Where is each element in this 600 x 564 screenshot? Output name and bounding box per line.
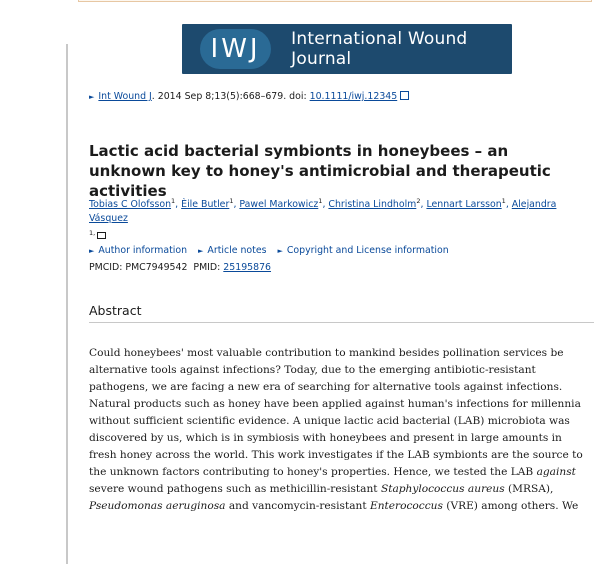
abstract-line: fresh honey across the world. This work investigates if the LAB symbionts are the source to bbox=[89, 449, 583, 461]
doi-link[interactable]: 10.1111/iwj.12345 bbox=[309, 91, 398, 102]
journal-banner[interactable] bbox=[182, 24, 512, 74]
notice-banner-edge bbox=[78, 0, 592, 2]
author-affiliation: 1 bbox=[501, 197, 506, 205]
article-identifiers bbox=[89, 262, 271, 273]
journal-logo-name: International Wound Journal bbox=[291, 29, 468, 69]
triangle-icon: ► bbox=[198, 247, 204, 255]
abstract-line: without sufficient scientific evidence. A unique lactic acid bacterial (LAB) microbiota was bbox=[89, 415, 570, 427]
mail-icon[interactable] bbox=[97, 232, 106, 239]
pmid-label: PMID: bbox=[193, 262, 224, 273]
copyright-toggle[interactable]: ► Copyright and License information bbox=[277, 245, 449, 256]
journal-link[interactable]: Int Wound J bbox=[98, 91, 152, 102]
abstract-heading: Abstract bbox=[89, 303, 594, 323]
triangle-icon: ► bbox=[277, 247, 283, 255]
article-notes-toggle[interactable]: ► Article notes bbox=[198, 245, 267, 256]
citation-date-pages: . 2014 Sep 8;13(5):668–679. doi: bbox=[151, 91, 310, 102]
abstract-line: Could honeybees' most valuable contribution to mankind besides pollination services be bbox=[89, 347, 564, 359]
author-information-toggle[interactable]: ► Author information bbox=[89, 245, 188, 256]
abstract-line: pathogens, we are facing a new era of searching for alternative tools against infections. bbox=[89, 381, 563, 393]
author-link[interactable]: Lennart Larsson bbox=[426, 199, 502, 211]
author-link[interactable]: Christina Lindholm bbox=[328, 199, 417, 211]
author-affiliation: 1 bbox=[171, 197, 176, 205]
abstract-body bbox=[89, 345, 594, 515]
citation-line bbox=[89, 90, 594, 104]
triangle-icon: ► bbox=[89, 247, 95, 255]
author-list: Tobias C Olofsson$^1$, Èile Butler$^1$, Pawel Markowicz$^1$, Christina Lindholm$^2$, Lennart Larsson$^1$, Alejandra Vásquez $^{1,}$ bbox=[89, 194, 594, 244]
article-content bbox=[89, 90, 594, 512]
abstract-line: the unknown factors contributing to honey's properties. Hence, we tested the LAB against bbox=[89, 466, 576, 478]
author-affiliation: 1, bbox=[89, 229, 96, 238]
author-link[interactable]: Èile Butler bbox=[181, 199, 230, 211]
article-title: Lactic acid bacterial symbionts in honeybees – an unknown key to honey's antimicrobial and therapeutic activities bbox=[89, 142, 551, 200]
author-link[interactable]: Tobias C Olofsson bbox=[89, 199, 172, 211]
pmid-link[interactable]: 25195876 bbox=[223, 262, 272, 273]
author-link[interactable]: Pawel Markowicz bbox=[239, 199, 319, 211]
author-affiliation: 1 bbox=[229, 197, 234, 205]
author-link[interactable]: Alejandra Vásquez bbox=[89, 199, 557, 225]
journal-logo[interactable] bbox=[182, 24, 512, 74]
journal-logo-badge: IWJ bbox=[200, 29, 271, 69]
article-left-rule bbox=[66, 44, 68, 564]
author-affiliation: 2 bbox=[416, 197, 421, 205]
abstract-line: Pseudomonas aeruginosa and vancomycin-resistant Enterococcus (VRE) among others. We bbox=[89, 500, 579, 512]
abstract-line: severe wound pathogens such as methicillin-resistant Staphylococcus aureus (MRSA), bbox=[89, 483, 554, 495]
external-link-icon[interactable] bbox=[400, 91, 409, 100]
pmcid-label: PMCID: PMC7949542 bbox=[89, 262, 188, 273]
article-info-links bbox=[89, 245, 457, 256]
author-affiliation: 1 bbox=[318, 197, 323, 205]
abstract-line: discovered by us, which is in symbiosis with honeybees and present in large amounts in bbox=[89, 432, 562, 444]
abstract-line: alternative tools against infections? Today, due to the emerging antibiotic-resistant bbox=[89, 364, 536, 376]
abstract-line: Natural products such as honey have been applied against human's infections for millennia bbox=[89, 398, 581, 410]
expand-triangle-icon[interactable]: ► bbox=[89, 93, 95, 101]
